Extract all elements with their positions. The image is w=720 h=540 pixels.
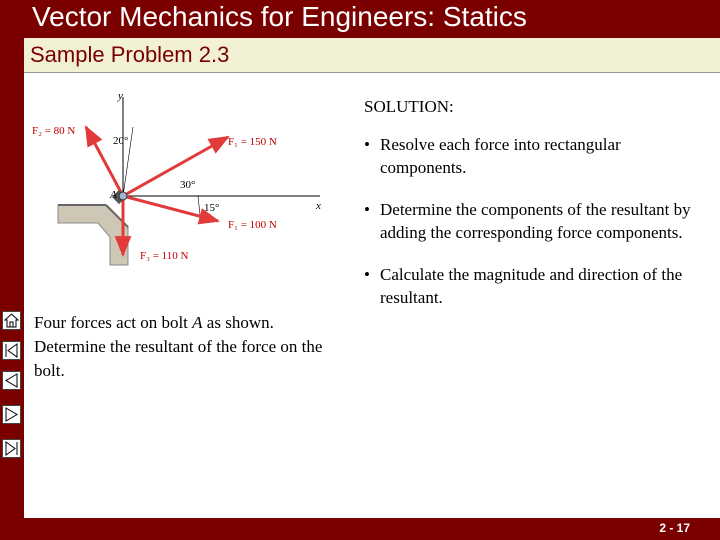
angle-20-label: 20° bbox=[113, 135, 129, 147]
problem-text-1: Four forces act on bolt bbox=[34, 313, 193, 332]
subtitle-bar bbox=[24, 38, 720, 73]
problem-text-3: Determine the resultant of the force on the bolt. bbox=[34, 337, 323, 380]
next-slide-button[interactable] bbox=[2, 405, 21, 424]
last-slide-icon bbox=[4, 441, 19, 456]
f2-label: F₂ = 80 N bbox=[32, 125, 76, 137]
home-icon bbox=[4, 313, 19, 328]
problem-statement bbox=[34, 311, 334, 383]
f4-label: F₁ = 100 N bbox=[228, 219, 277, 231]
x-axis-label: x bbox=[316, 200, 321, 212]
problem-text-2: as shown. bbox=[202, 313, 274, 332]
solution-heading: SOLUTION: bbox=[364, 97, 454, 116]
y-axis-label: y bbox=[118, 90, 123, 102]
solution-step bbox=[364, 263, 704, 309]
solution-step bbox=[364, 133, 704, 179]
solution-step-text: Calculate the magnitude and direction of the resultant. bbox=[380, 265, 683, 307]
f3-label: F₃ = 110 N bbox=[140, 250, 189, 262]
f1-label: F₁ = 150 N bbox=[228, 136, 277, 148]
solution-step-text: Determine the components of the resultant by adding the corresponding force components. bbox=[380, 200, 691, 242]
angle-15-label: 15° bbox=[204, 202, 220, 214]
force-diagram bbox=[28, 87, 328, 272]
solution-steps bbox=[364, 133, 704, 328]
previous-slide-button[interactable] bbox=[2, 371, 21, 390]
bullet-dot: • bbox=[364, 265, 370, 284]
problem-point-a: A bbox=[192, 313, 203, 332]
page-number: 2 - 17 bbox=[659, 521, 690, 535]
home-button[interactable] bbox=[2, 311, 21, 330]
content-area bbox=[24, 73, 720, 518]
solution-step bbox=[364, 198, 704, 244]
angle-ref-line-15 bbox=[198, 196, 200, 215]
angle-30-label: 30° bbox=[180, 179, 196, 191]
point-a-label: A bbox=[110, 189, 117, 201]
force-f1-arrow bbox=[123, 137, 228, 196]
slide-subtitle: Sample Problem 2.3 bbox=[30, 42, 230, 67]
footer-bar bbox=[24, 518, 720, 540]
bullet-dot: • bbox=[364, 135, 370, 154]
slide-title: Vector Mechanics for Engineers: Statics bbox=[32, 1, 527, 32]
bullet-dot: • bbox=[364, 200, 370, 219]
solution-step-text: Resolve each force into rectangular components. bbox=[380, 135, 621, 177]
first-slide-icon bbox=[4, 343, 19, 358]
last-slide-button[interactable] bbox=[2, 439, 21, 458]
first-slide-button[interactable] bbox=[2, 341, 21, 360]
previous-slide-icon bbox=[4, 373, 19, 388]
next-slide-icon bbox=[4, 407, 19, 422]
bolt-head bbox=[119, 192, 127, 200]
support-wall bbox=[58, 205, 128, 265]
